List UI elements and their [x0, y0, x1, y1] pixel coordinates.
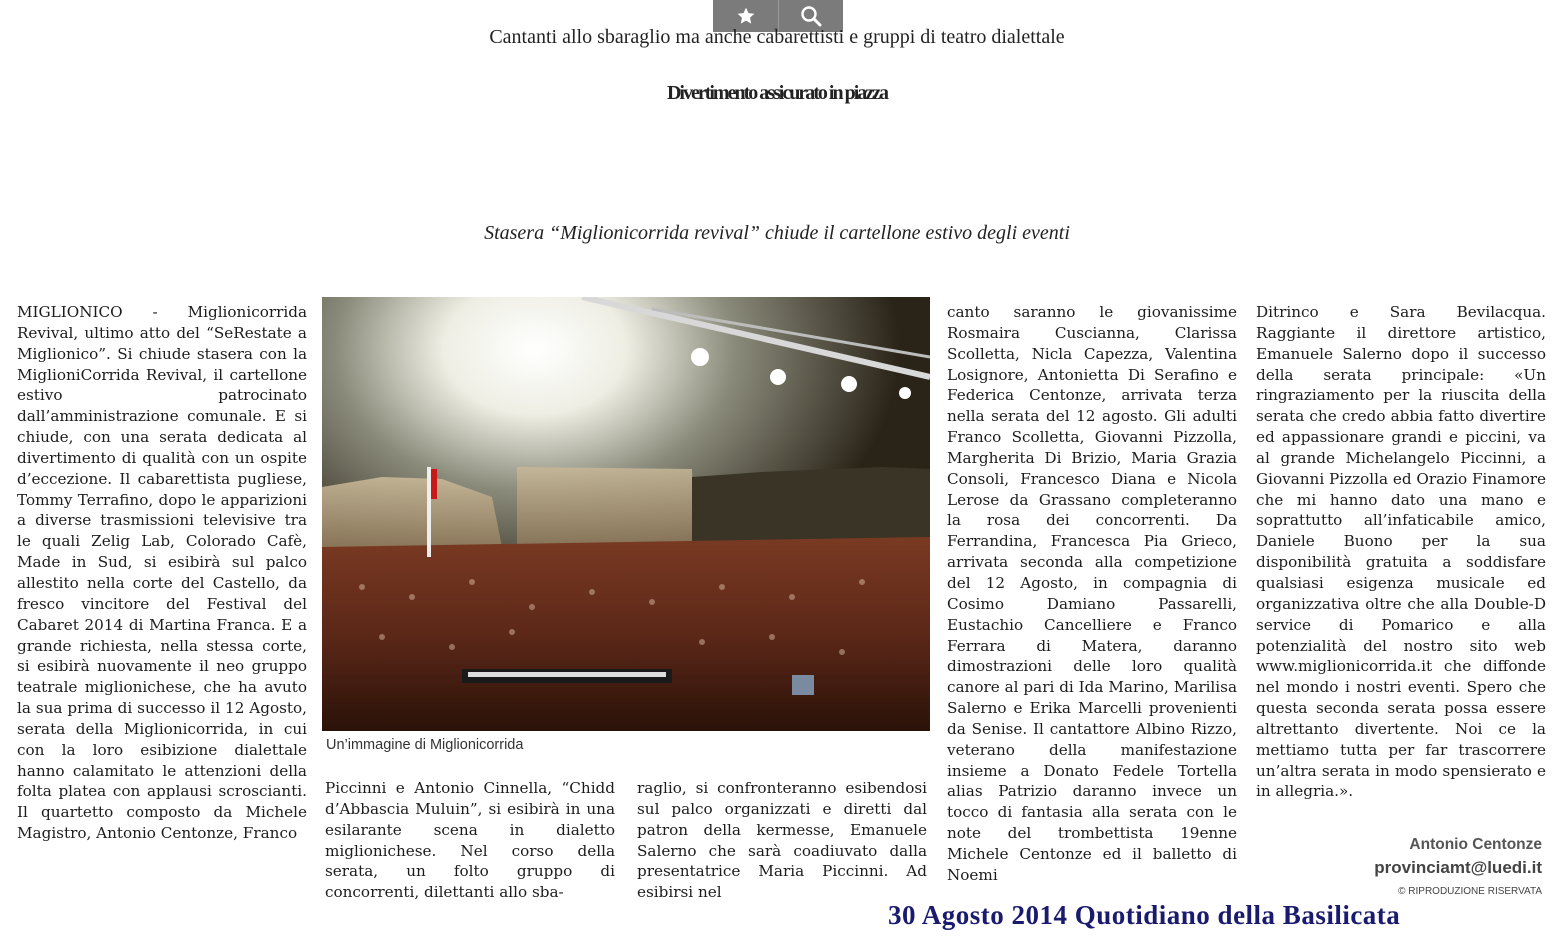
column-text: canto saranno le giovanissime Rosmaira Cuscianna, Clarissa Scolletta, Nicla Capezza, Valentina Losignore, Antonietta Di Serafino e Federica Centonze, arrivata terza nella serata del 12 agosto. Gli adulti Franco Scolletta, Giovanni Pizzolla, Margherita Di Brizio, Maria Grazia Consoli, Francesco Diana e Nicola Lerose da Grassano completeranno la rosa dei concorrenti. Da Ferrandina, Francesca Pia Grieco, arrivata seconda alla competizione del 12 Agosto, in compagnia di Cosimo Damiano Passarelli, Eustachio Cancelliere e Franco Ferrara di Matera, daranno dimostrazioni delle loro qualità canore al pari di Ida Marino, Marilisa Salerno e Erika Marcelli provenienti da Senise. Il cantattore Albino Rizzo, veterano della manifestazione insieme a Donato Fedele Tortella alias Patrizio daranno invece un tocco di fantasia alla serata con le note del trombettista 19enne Michele Centonze ed il balletto di Noemi — [947, 303, 1237, 884]
article-photo[interactable] — [322, 297, 930, 731]
article-subhead: Stasera “Miglionicorrida revival” chiude il cartellone estivo degli eventi — [484, 222, 1070, 244]
article-column-3 — [637, 778, 927, 908]
search-icon — [799, 4, 823, 28]
article-column-2 — [325, 778, 615, 908]
byline-email: provinciamt@luedi.it — [1374, 858, 1542, 877]
byline-author: Antonio Centonze — [1409, 836, 1542, 853]
article-kicker: Cantanti allo sbaraglio ma anche cabarettisti e gruppi di teatro dialettale — [489, 26, 1065, 48]
byline — [1374, 836, 1542, 878]
column-text: MIGLIONICO - Miglionicorrida Revival, ultimo atto del “SeRestate a Miglionico”. Si chiude stasera con la MiglioniCorrida Revival, il cartellone estivo patrocinato dall’amministrazione comunale. E si chiude, con una serata dedicata al divertimento di qualità con un ospite d’eccezione. Il cabarettista pugliese, Tommy Terrafino, dopo le apparizioni a diverse trasmissioni televisive tra le quali Zelig Lab, Colorado Cafè, Made in Sud, si esibirà sul palco allestito nella corte del Castello, da fresco vincitore del Festival del Cabaret 2014 di Martina Franca. E a grande richiesta, nella stessa corte, si esibirà nuovamente il neo gruppo teatrale miglionichese, che ha avuto la sua prima di successo il 12 Agosto, serata della Miglionicorrida, in cui con la loro esibizione dialettale hanno calamitato le attenzioni della folta platea con applausi scroscianti. Il quartetto composto da Michele Magistro, Antonio Centonze, Franco — [17, 303, 307, 843]
article-column-1 — [17, 302, 307, 912]
star-icon — [736, 6, 756, 26]
column-text: raglio, si confronteranno esibendosi sul palco organizzati e diretti dal patron della kermesse, Emanuele Salerno che sarà coadiuvato dalla presentatrice Maria Piccinni. Ad esibirsi nel — [637, 779, 927, 902]
concert-crowd-image — [322, 297, 930, 731]
source-footer: 30 Agosto 2014 Quotidiano della Basilicata — [888, 900, 1401, 930]
article-headline: Divertimento assicurato in piazza — [666, 82, 888, 104]
article-column-5 — [1256, 302, 1546, 842]
photo-caption: Un’immagine di Miglionicorrida — [326, 737, 524, 753]
column-text: Piccinni e Antonio Cinnella, “Chidd d’Abbascia Muluin”, si esibirà in una esilarante scena in dialetto miglionichese. Nel corso della serata, un folto gruppo di concorrenti, dilettanti allo sba- — [325, 779, 615, 902]
article-column-4 — [947, 302, 1237, 912]
column-text: Ditrinco e Sara Bevilacqua. Raggiante il direttore artistico, Emanuele Salerno dopo il successo della serata principale: «Un ringraziamento per la riuscita della serata che credo abbia fatto divertire ed appassionare grandi e piccini, va al grande Michelangelo Piccinni, a Giovanni Pizzolla ed Orazio Finamore che mi hanno dato una mano e soprattutto all’infaticabile amico, Daniele Buono per la sua disponibilità gratuita a soddisfare qualsiasi esigenza musicale ed organizzativa oltre che alla Double-D service di Pomarico e alla potenzialità del nostro sito web www.miglionicorrida.it che diffonde nel mondo i nostri eventi. Spero che questa seconda serata possa essere altrettanto divertente. Noi ce la mettiamo tutta per far trascorrere un’altra serata in modo spensierato e in allegria.». — [1256, 303, 1546, 801]
copyright-notice: © RIPRODUZIONE RISERVATA — [1398, 886, 1542, 897]
